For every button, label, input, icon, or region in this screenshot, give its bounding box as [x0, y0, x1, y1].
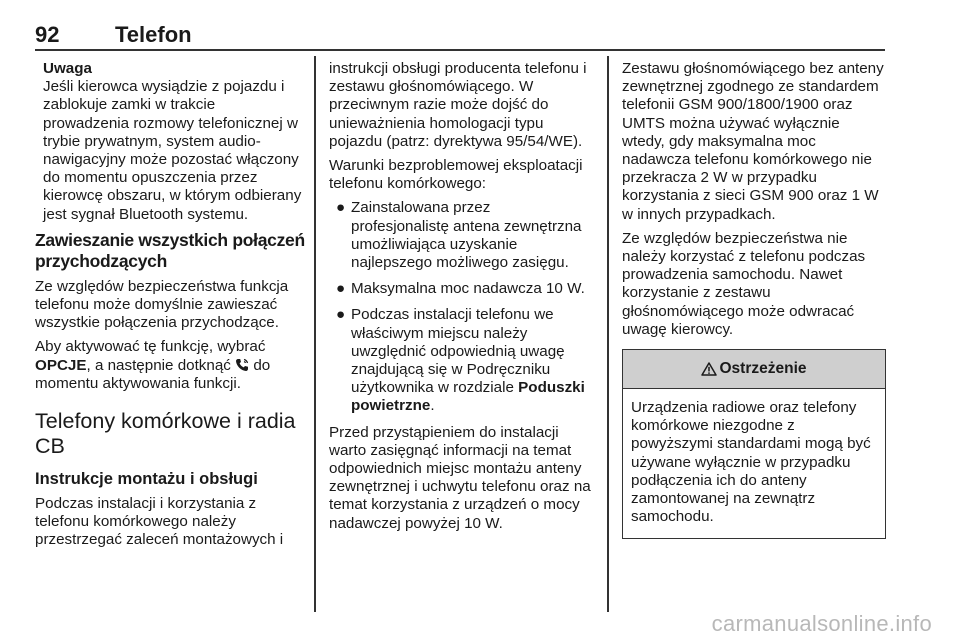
watermark: carmanualsonline.info: [711, 611, 932, 636]
note-title: Uwaga: [43, 60, 92, 77]
warning-header: [623, 350, 885, 389]
paragraph-manufacturer: instrukcji obsługi producenta telefonu i zestawu głośnomówiącego. W przeciwnym razie może dojść do unieważnienia homologacji typu pojazdu (patrz: dyrektywa 95/54/WE).: [329, 60, 587, 150]
header-rule: [35, 49, 885, 51]
conditions-list: [329, 199, 592, 415]
chapter-title: Telefon: [115, 22, 192, 47]
warning-box: [622, 349, 886, 539]
paragraph-safety: Ze względów bezpieczeństwa nie należy korzystać z telefonu podczas prowadzenia samochodu. Nawet korzystanie z zestawu głośnomówiącego może odwracać uwagę kierowcy.: [622, 229, 866, 338]
column-2: [329, 60, 592, 539]
paragraph-before-install: Przed przystąpieniem do instalacji warto zasięgnąć informacji na temat odpowiednich miejsc montażu anteny zewnętrznej i uchwytu telefonu oraz na temat korzystania z urządzeń o mocy nadawczej powyżej 10 W.: [329, 423, 591, 532]
heading-mobile-phones: Telefony komórkowe i radia CB: [35, 409, 296, 459]
warning-triangle-icon: [701, 362, 717, 376]
paragraph-gsm: Zestawu głośnomówiącego bez anteny zewnętrznej zgodnego ze standardem telefonii GSM 900/1800/1900 oraz UMTS można używać wyłącznie wtedy, gdy maksymalna moc nadawcza telefonu komórkowego nie przekracza 2 W w przypadku korzystania z sieci GSM 900 oraz 1 W w innych przypadkach.: [622, 60, 884, 223]
keyword-options: OPCJE: [35, 356, 87, 374]
column-1: [35, 60, 305, 556]
paragraph-installation: Podczas instalacji i korzystania z telefonu komórkowego należy przestrzegać zaleceń montażowych i: [35, 495, 284, 549]
paragraph-activate: Aby aktywować tę funkcję, wybrać OPCJE, a następnie dotknąć do momentu aktywowania funkcji.: [35, 338, 271, 392]
warning-title: Ostrzeżenie: [719, 359, 807, 377]
heading-installation: Instrukcje montażu i obsługi: [35, 470, 258, 489]
note-block: [35, 60, 305, 224]
bullet-icon: ●: [336, 306, 346, 324]
bullet-icon: ●: [336, 199, 346, 217]
heading-suspend-calls: Zawieszanie wszystkich połączeń przychodzących: [35, 229, 305, 271]
paragraph-suspend: Ze względów bezpieczeństwa funkcja telefonu może domyślnie zawieszać wszystkie połączenia przychodzące.: [35, 277, 289, 332]
keyword-airbags: Poduszki powietrzne: [351, 379, 585, 415]
bullet-icon: ●: [336, 280, 346, 298]
list-item: ● Zainstalowana przez profesjonalistę antena zewnętrzna umożliwiająca uzyskanie najlepszego możliwego zasięgu.: [336, 199, 582, 272]
list-item: ● Podczas instalacji telefonu we właściwym miejscu należy uwzględnić odpowiednią uwagę znajdującą się w Podręczniku użytkownika w rozdziale Poduszki powietrzne.: [336, 306, 585, 415]
list-item: ● Maksymalna moc nadawcza 10 W.: [336, 280, 585, 298]
column-3: [622, 60, 886, 539]
note-text: Jeśli kierowca wysiądzie z pojazdu i zablokuje zamki w trakcie prowadzenia rozmowy telefonicznej w trybie prywatnym, system audio-nawigacyjny może pozostać włączony do momentu opuszczenia przez kierowcę obszaru, w którym odbierany jest sygnał Bluetooth systemu.: [43, 78, 302, 223]
column-divider-left: [314, 56, 316, 612]
phone-icon: [235, 358, 249, 372]
warning-text: Urządzenia radiowe oraz telefony komórkowe niezgodne z powyższymi standardami mogą być używane wyłącznie w przypadku podłączenia ich do anteny zamontowanej na zewnątrz samochodu.: [631, 399, 871, 526]
page-number: 92: [35, 22, 60, 47]
paragraph-conditions: Warunki bezproblemowej eksploatacji telefonu komórkowego:: [329, 157, 583, 193]
page-header: [35, 22, 885, 48]
column-divider-right: [607, 56, 609, 612]
